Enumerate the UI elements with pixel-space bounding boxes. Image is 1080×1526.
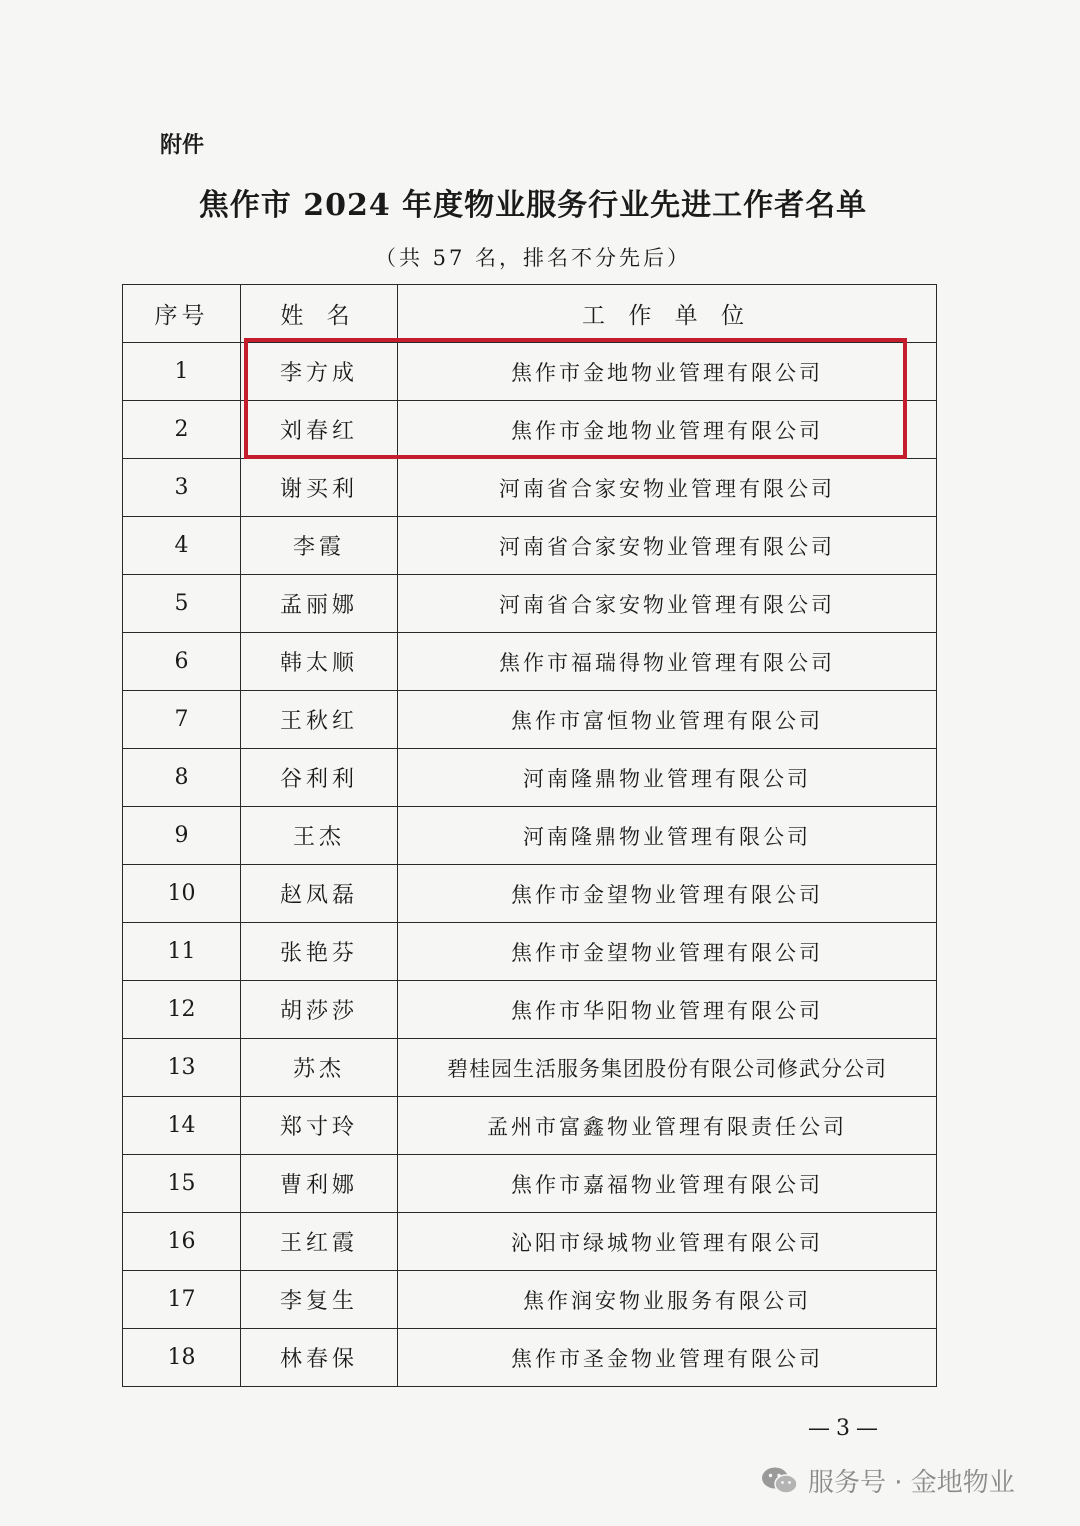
row-number: 7 bbox=[123, 691, 241, 749]
table-row bbox=[123, 923, 937, 981]
row-name: 郑寸玲 bbox=[241, 1097, 398, 1155]
row-unit: 焦作市金望物业管理有限公司 bbox=[398, 923, 937, 981]
table-header-row bbox=[123, 285, 937, 343]
table-row bbox=[123, 575, 937, 633]
row-number: 2 bbox=[123, 401, 241, 459]
row-number: 6 bbox=[123, 633, 241, 691]
table-row bbox=[123, 691, 937, 749]
table-row bbox=[123, 1213, 937, 1271]
row-name: 赵凤磊 bbox=[241, 865, 398, 923]
document-subtitle: （共 57 名，排名不分先后） bbox=[374, 246, 692, 270]
document-title: 焦作市 2024 年度物业服务行业先进工作者名单 bbox=[198, 188, 868, 223]
header-number: 序号 bbox=[123, 285, 241, 343]
row-name: 李复生 bbox=[241, 1271, 398, 1329]
row-number: 9 bbox=[123, 807, 241, 865]
row-name: 张艳芬 bbox=[241, 923, 398, 981]
table-row bbox=[123, 633, 937, 691]
header-name: 姓 名 bbox=[241, 285, 398, 343]
table-row bbox=[123, 459, 937, 517]
table-row bbox=[123, 1155, 937, 1213]
watermark-text: 服务号 · 金地物业 bbox=[808, 1468, 1015, 1498]
row-number: 11 bbox=[123, 923, 241, 981]
row-number: 10 bbox=[123, 865, 241, 923]
row-name: 谢买利 bbox=[241, 459, 398, 517]
row-unit: 碧桂园生活服务集团股份有限公司修武分公司 bbox=[398, 1039, 937, 1097]
row-number: 14 bbox=[123, 1097, 241, 1155]
row-name: 王红霞 bbox=[241, 1213, 398, 1271]
row-unit: 焦作市金地物业管理有限公司 bbox=[398, 343, 937, 401]
table-row bbox=[123, 517, 937, 575]
table-row bbox=[123, 1329, 937, 1387]
header-unit: 工 作 单 位 bbox=[398, 285, 937, 343]
row-unit: 河南隆鼎物业管理有限公司 bbox=[398, 749, 937, 807]
row-unit: 河南省合家安物业管理有限公司 bbox=[398, 575, 937, 633]
row-unit: 沁阳市绿城物业管理有限公司 bbox=[398, 1213, 937, 1271]
row-name: 王杰 bbox=[241, 807, 398, 865]
table-row bbox=[123, 981, 937, 1039]
row-name: 苏杰 bbox=[241, 1039, 398, 1097]
row-name: 孟丽娜 bbox=[241, 575, 398, 633]
row-number: 5 bbox=[123, 575, 241, 633]
row-number: 1 bbox=[123, 343, 241, 401]
row-unit: 河南隆鼎物业管理有限公司 bbox=[398, 807, 937, 865]
row-name: 李方成 bbox=[241, 343, 398, 401]
row-unit: 河南省合家安物业管理有限公司 bbox=[398, 459, 937, 517]
table-row bbox=[123, 1271, 937, 1329]
row-unit: 河南省合家安物业管理有限公司 bbox=[398, 517, 937, 575]
table-row bbox=[123, 865, 937, 923]
row-unit: 焦作市华阳物业管理有限公司 bbox=[398, 981, 937, 1039]
row-unit: 焦作市嘉福物业管理有限公司 bbox=[398, 1155, 937, 1213]
row-number: 3 bbox=[123, 459, 241, 517]
row-name: 刘春红 bbox=[241, 401, 398, 459]
row-unit: 焦作市圣金物业管理有限公司 bbox=[398, 1329, 937, 1387]
table-row bbox=[123, 749, 937, 807]
row-name: 谷利利 bbox=[241, 749, 398, 807]
row-name: 韩太顺 bbox=[241, 633, 398, 691]
highlight-box bbox=[244, 338, 907, 459]
row-number: 17 bbox=[123, 1271, 241, 1329]
row-unit: 焦作润安物业服务有限公司 bbox=[398, 1271, 937, 1329]
row-number: 18 bbox=[123, 1329, 241, 1387]
row-number: 8 bbox=[123, 749, 241, 807]
row-number: 13 bbox=[123, 1039, 241, 1097]
table-row bbox=[123, 1039, 937, 1097]
table-row bbox=[123, 807, 937, 865]
row-number: 15 bbox=[123, 1155, 241, 1213]
row-number: 4 bbox=[123, 517, 241, 575]
row-name: 林春保 bbox=[241, 1329, 398, 1387]
watermark bbox=[760, 1462, 1015, 1499]
row-number: 12 bbox=[123, 981, 241, 1039]
row-unit: 焦作市金地物业管理有限公司 bbox=[398, 401, 937, 459]
row-number: 16 bbox=[123, 1213, 241, 1271]
row-unit: 焦作市金望物业管理有限公司 bbox=[398, 865, 937, 923]
row-name: 王秋红 bbox=[241, 691, 398, 749]
row-unit: 焦作市富恒物业管理有限公司 bbox=[398, 691, 937, 749]
attachment-label: 附件 bbox=[160, 133, 205, 158]
row-name: 曹利娜 bbox=[241, 1155, 398, 1213]
page-number: —3— bbox=[808, 1416, 884, 1441]
row-name: 胡莎莎 bbox=[241, 981, 398, 1039]
row-unit: 焦作市福瑞得物业管理有限公司 bbox=[398, 633, 937, 691]
wechat-icon bbox=[760, 1465, 800, 1497]
row-name: 李霞 bbox=[241, 517, 398, 575]
row-unit: 孟州市富鑫物业管理有限责任公司 bbox=[398, 1097, 937, 1155]
table-row bbox=[123, 1097, 937, 1155]
